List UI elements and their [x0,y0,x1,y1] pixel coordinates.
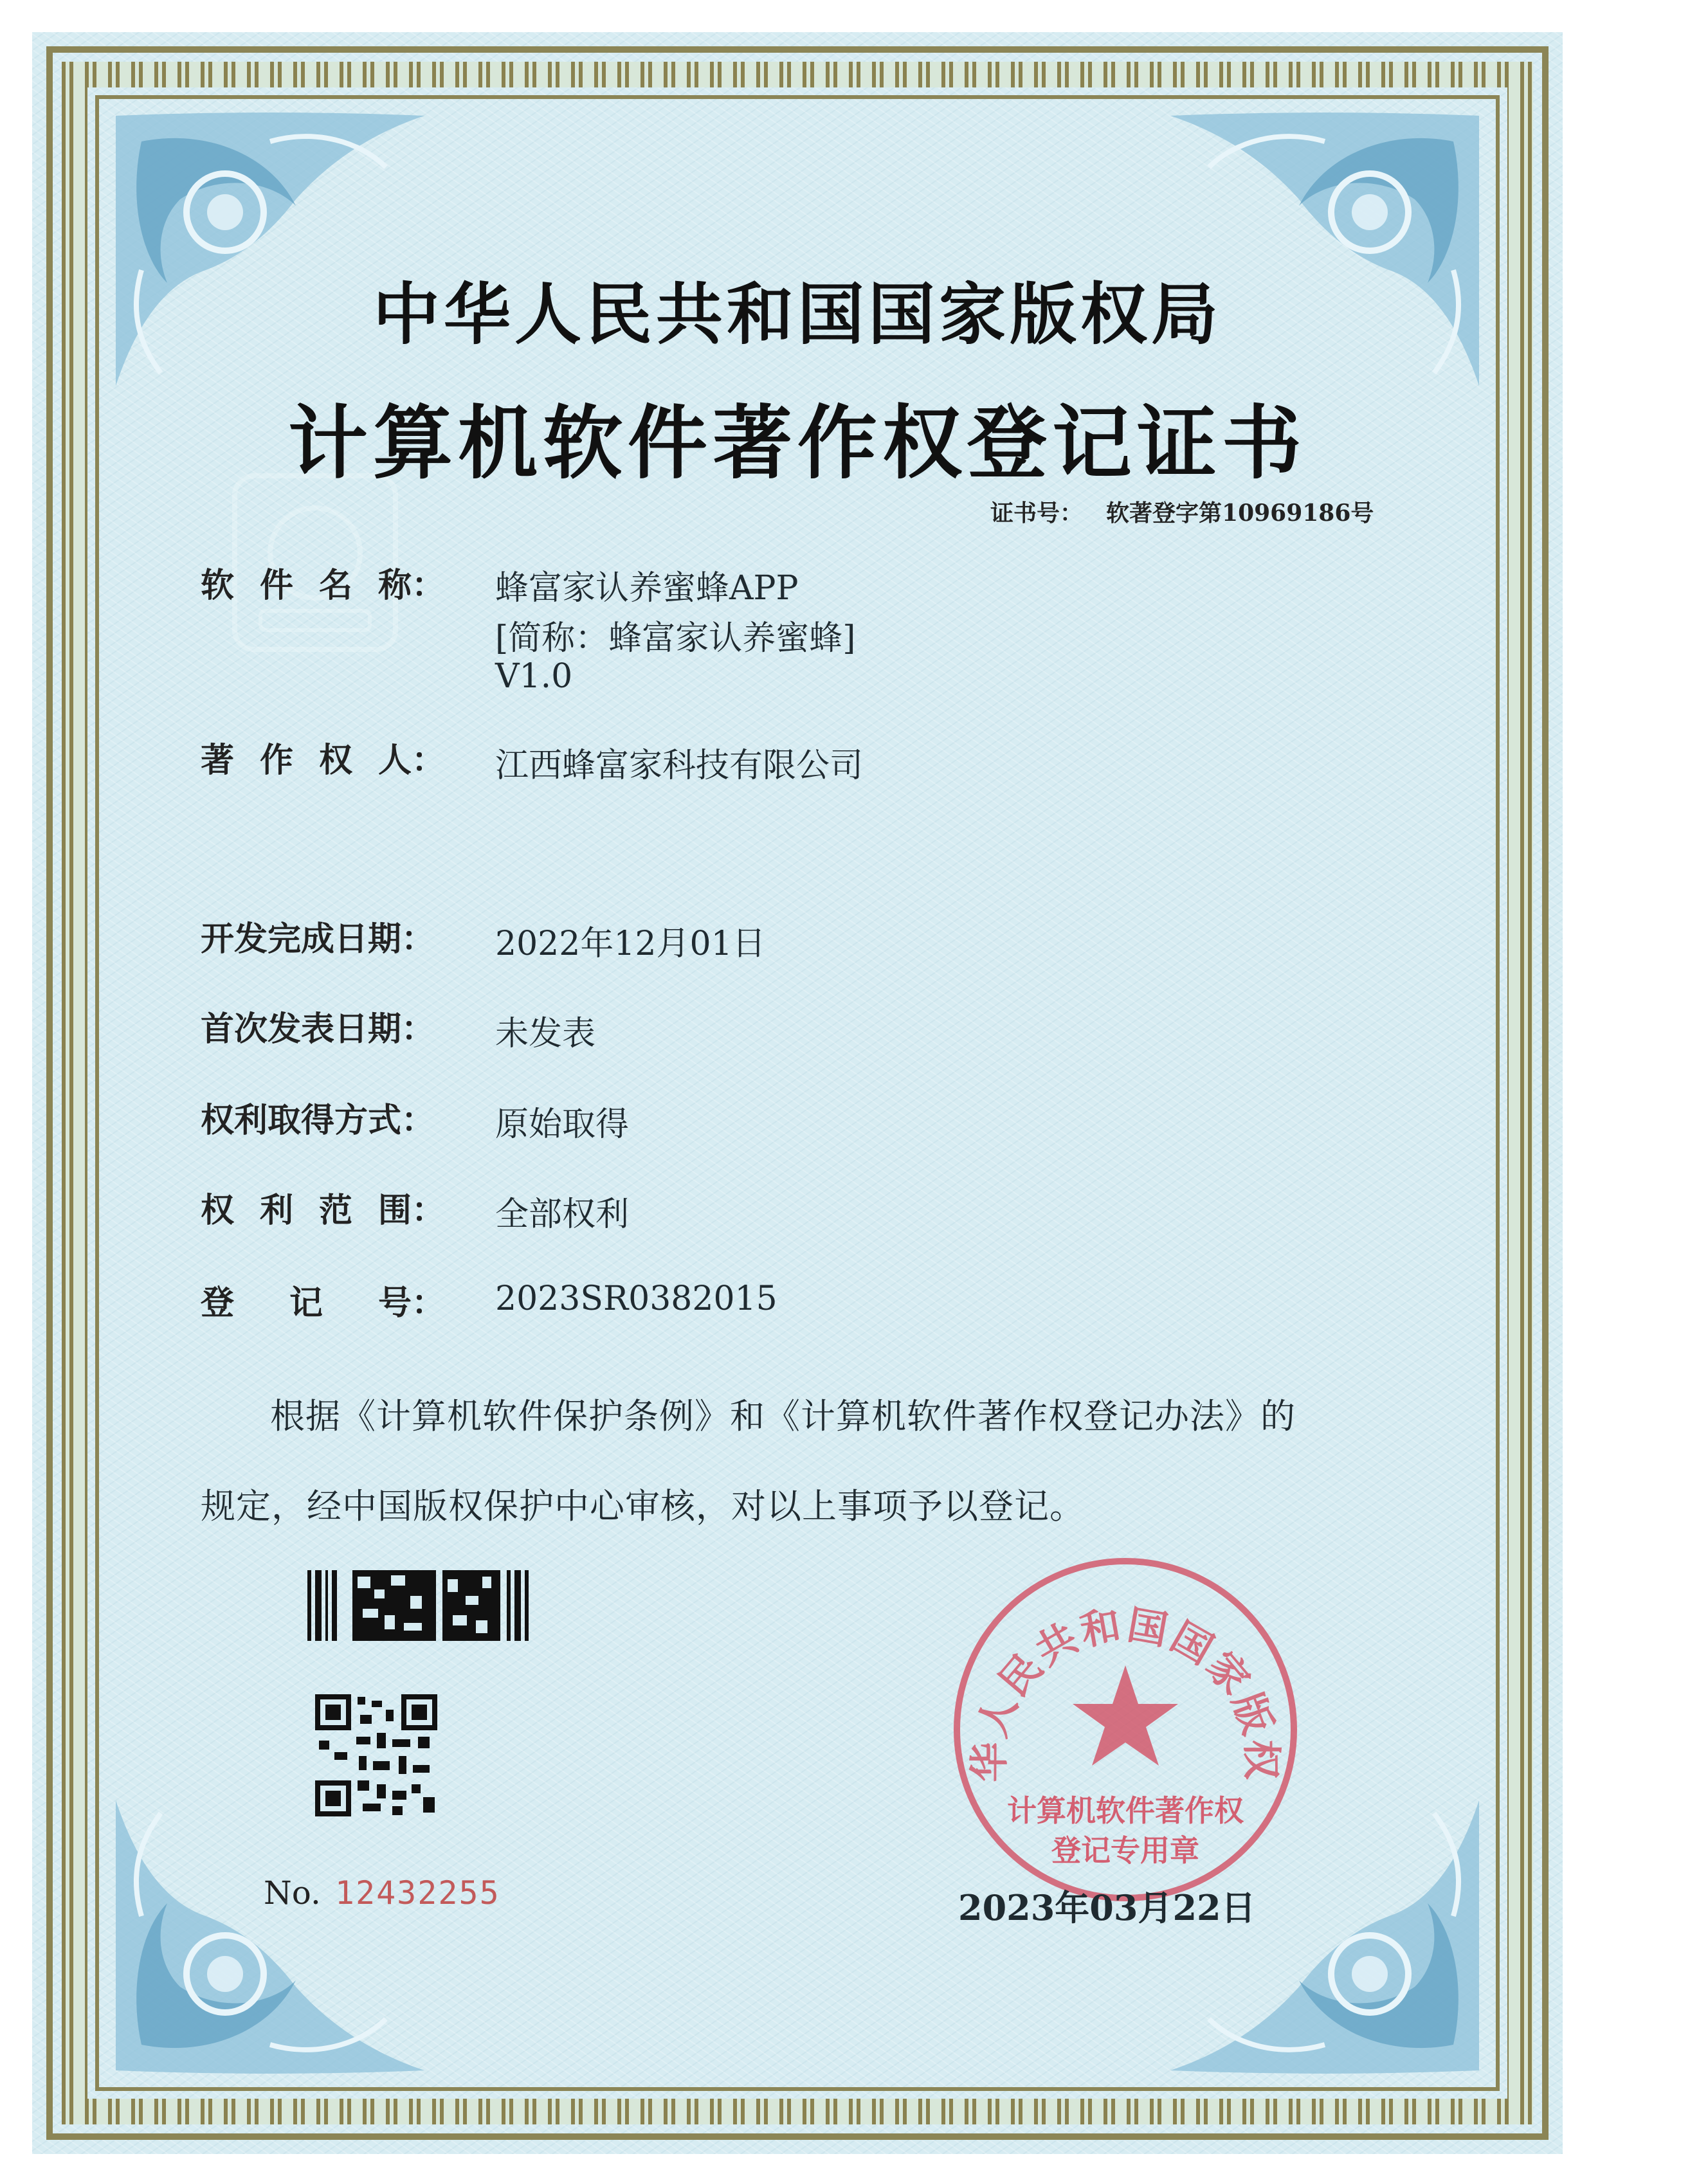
copyright-owner-label: 著 作 权 人： [201,741,445,780]
rights-acquisition-value: 原始取得 [495,1105,630,1144]
software-name-value: 蜂富家认养蜜蜂APP [495,569,799,608]
rights-acquisition-label: 权利取得方式： [201,1101,435,1140]
certificate-title: 计算机软件著作权登记证书 [287,397,1307,490]
certificate-number-value: 软著登字第10969186号 [1106,500,1374,527]
first-publish-date-label: 首次发表日期： [201,1010,435,1049]
barcode-icon [307,1570,532,1641]
seal-line-1: 计算机软件著作权 [1007,1793,1244,1828]
statement-line-2: 规定，经中国版权保护中心审核，对以上事项予以登记。 [201,1486,1085,1526]
registration-no-value: 2023SR0382015 [495,1280,777,1318]
serial-number-value: 12432255 [334,1874,500,1912]
seal-line-2: 登记专用章 [1051,1833,1199,1868]
certificate-number-label: 证书号： [990,500,1084,527]
copyright-owner-value: 江西蜂富家科技有限公司 [495,747,864,785]
statement-line-1: 根据《计算机软件保护条例》和《计算机软件著作权登记办法》的 [270,1396,1296,1436]
certificate-number [990,495,1374,528]
software-version: V1.0 [495,657,573,696]
issuer-title: 中华人民共和国国家版权局 [372,275,1222,354]
serial-number-label: No. [264,1874,321,1912]
dev-completion-date-label: 开发完成日期： [201,920,435,959]
issue-date: 2023年03月22日 [958,1887,1256,1928]
qr-code-icon [315,1694,437,1816]
seal-ring-text: 华人民共和国国家版权 [965,1601,1286,1782]
software-name-label: 软 件 名 称： [201,566,445,605]
corner-ornament-bottom-left [103,1787,437,2083]
rights-scope-value: 全部权利 [495,1195,630,1234]
software-short-name: [简称：蜂富家认养蜜蜂] [495,619,856,658]
registration-no-label: 登 记 号： [201,1284,445,1323]
seal-star-icon [1073,1665,1178,1766]
official-seal-stamp [945,1550,1305,1910]
serial-number [264,1874,500,1912]
first-publish-date-value: 未发表 [495,1015,596,1053]
dev-completion-date-value: 2022年12月01日 [495,925,766,963]
rights-scope-label: 权 利 范 围： [201,1191,445,1230]
